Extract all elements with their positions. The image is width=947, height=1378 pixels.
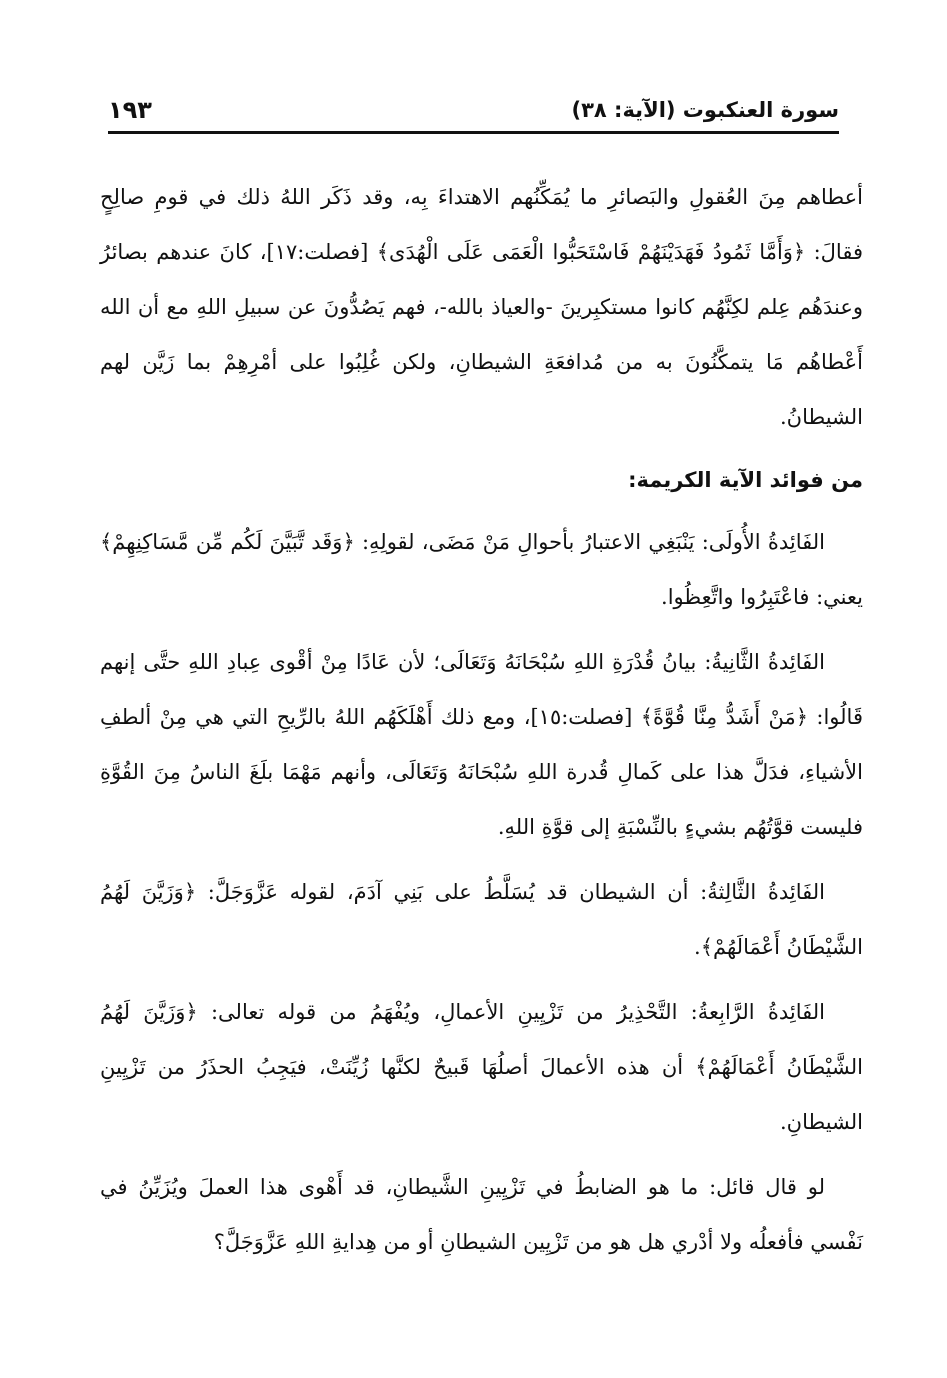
page-body	[100, 170, 863, 1280]
page-number: ١٩٣	[108, 96, 152, 124]
benefit-third-paragraph: الفَائِدةُ الثَّالِثةُ: أن الشيطان قد يُسَلَّطُ على بَنِي آدَمَ، لقوله عَزَّوَجَلَّ: ﴿وَزَيَّنَ لَهُمُ الشَّيْطَانُ أَعْمَالَهُمْ﴾.	[100, 880, 863, 959]
running-title: سورة العنكبوت (الآية: ٣٨)	[571, 98, 839, 122]
header-divider	[108, 131, 839, 134]
benefit-second-paragraph: الفَائِدةُ الثَّانِيةُ: بيانُ قُدْرَةِ اللهِ سُبْحَانَهُ وَتَعَالَى؛ لأن عَادًا مِنْ أقْوى عِبادِ اللهِ حتَّى إنهم قَالُوا: ﴿مَنْ أَشَدُّ مِنَّا قُوَّةً﴾ [فصلت:١٥]، ومع ذلك أَهْلَكَهُم اللهُ بالرِّيحِ التي هي مِنْ ألطفِ الأشياءِ، فدَلَّ هذا على كَمالِ قُدرة اللهِ سُبْحَانَهُ وَتَعَالَى، وأنهم مَهْمَا بلَغَ الناسُ مِنَ القُوَّةِ فليست قوَّتُهُم بشيءٍ بالنِّسْبَةِ إلى قوَّةِ اللهِ.	[100, 650, 863, 839]
intro-paragraph: أعطاهم مِنَ العُقولِ والبَصائرِ ما يُمَكِّنُهم الاهتداءَ بِه، وقد ذَكَر اللهُ ذلك في قومِ صالِحٍ فقالَ: ﴿وَأَمَّا ثَمُودُ فَهَدَيْنَهُمْ فَاسْتَحَبُّوا الْعَمَى عَلَى الْهُدَى﴾ [فصلت:١٧]، كانَ عندهم بصائرُ وعندَهُم عِلم لكِنَّهُم كانوا مستكبِرينَ -والعياذ بالله-، فهم يَصُدُّونَ عن سبيلِ اللهِ مع أن الله أَعْطاهُم مَا يتمكَّنُونَ به من مُدافعَةِ الشيطانِ، ولكن غُلِبُوا على أمْرِهِمْ بما زَيَّن لهم الشيطانُ.	[100, 185, 863, 429]
benefit-first-paragraph: الفَائِدةُ الأُولَى: يَنْبَغِي الاعتبارُ بأحوالِ مَنْ مَضَى، لقولِهِ: ﴿وَقَد تَّبَيَّنَ لَكُم مِّن مَّسَاكِنِهِمْ﴾ يعني: فاعْتَبِرُوا واتَّعِظُوا.	[100, 530, 863, 609]
benefit-fourth-paragraph: الفَائِدةُ الرَّابِعةُ: التَّحْذِيرُ من تَزْيِينِ الأعمالِ، ويُفْهَمُ من قوله تعالى: ﴿وَزَيَّنَ لَهُمُ الشَّيْطَانُ أَعْمَالَهُمْ﴾ أن هذه الأعمالَ أصلُهَا قَبيحٌ لكنَّها زُيِّنَتْ، فيَجِبُ الحذَرُ من تَزْيِينِ الشيطانِ.	[100, 1000, 863, 1134]
page-header	[108, 96, 839, 130]
section-heading: من فوائد الآية الكريمة:	[628, 468, 863, 492]
question-paragraph: لو قال قائل: ما هو الضابطُ في تَزْيِينِ الشَّيطانِ، قد أَهْوى هذا العملَ ويُزَيِّنُ في نَفْسي فأفعلُه ولا أدْري هل هو من تَزْيِين الشيطانِ أو من هِدايةِ اللهِ عَزَّوَجَلَّ؟	[100, 1175, 863, 1254]
